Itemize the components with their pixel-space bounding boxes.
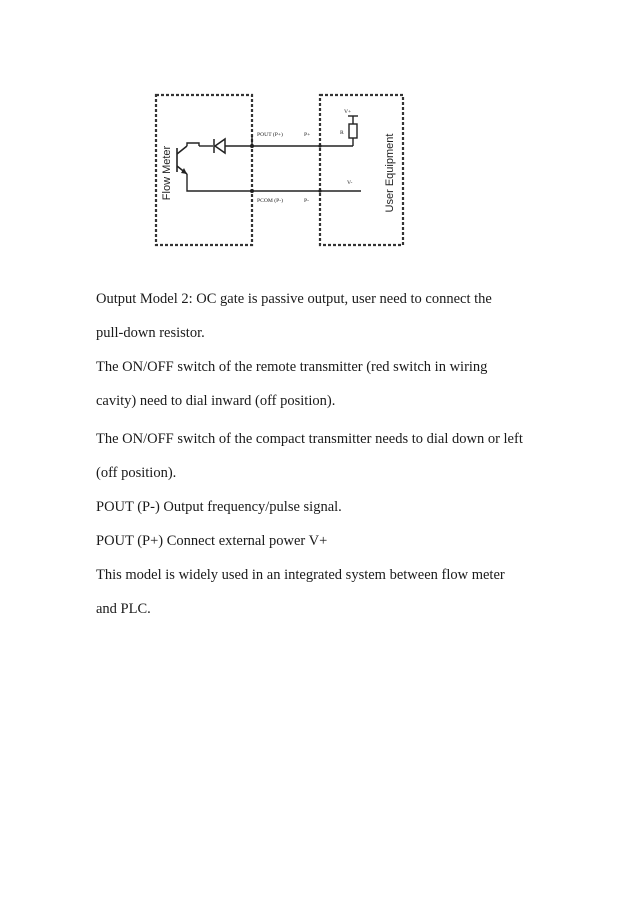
paragraph-remote-transmitter: The ON/OFF switch of the remote transmitter (red switch in wiring cavity) need to dial inward (off position). (96, 359, 488, 409)
paragraph-output-model: Output Model 2: OC gate is passive output, user need to connect the pull-down resistor. (96, 291, 492, 341)
wiring-diagram (139, 86, 419, 254)
p-plus-label: P+ (304, 132, 311, 138)
paragraph-pout-minus: POUT (P-) Output frequency/pulse signal. (96, 499, 342, 515)
flow-meter-label: Flow Meter (161, 145, 173, 201)
paragraph-compact-transmitter: The ON/OFF switch of the compact transmitter needs to dial down or left (off position). (96, 431, 523, 481)
pcom-label: PCOM (P-) (257, 198, 283, 204)
v-minus-label: V- (347, 180, 353, 186)
body-text (96, 282, 566, 626)
paragraph-integrated-system: This model is widely used in an integrated system between flow meter and PLC. (96, 567, 505, 617)
user-equipment-label: User Equipment (384, 133, 396, 213)
pout-plus-label: POUT (P+) (257, 132, 283, 138)
paragraph-pout-plus: POUT (P+) Connect external power V+ (96, 533, 328, 549)
p-minus-label: P- (304, 198, 309, 204)
v-plus-label: V+ (344, 109, 352, 115)
resistor-label: R (340, 130, 344, 136)
